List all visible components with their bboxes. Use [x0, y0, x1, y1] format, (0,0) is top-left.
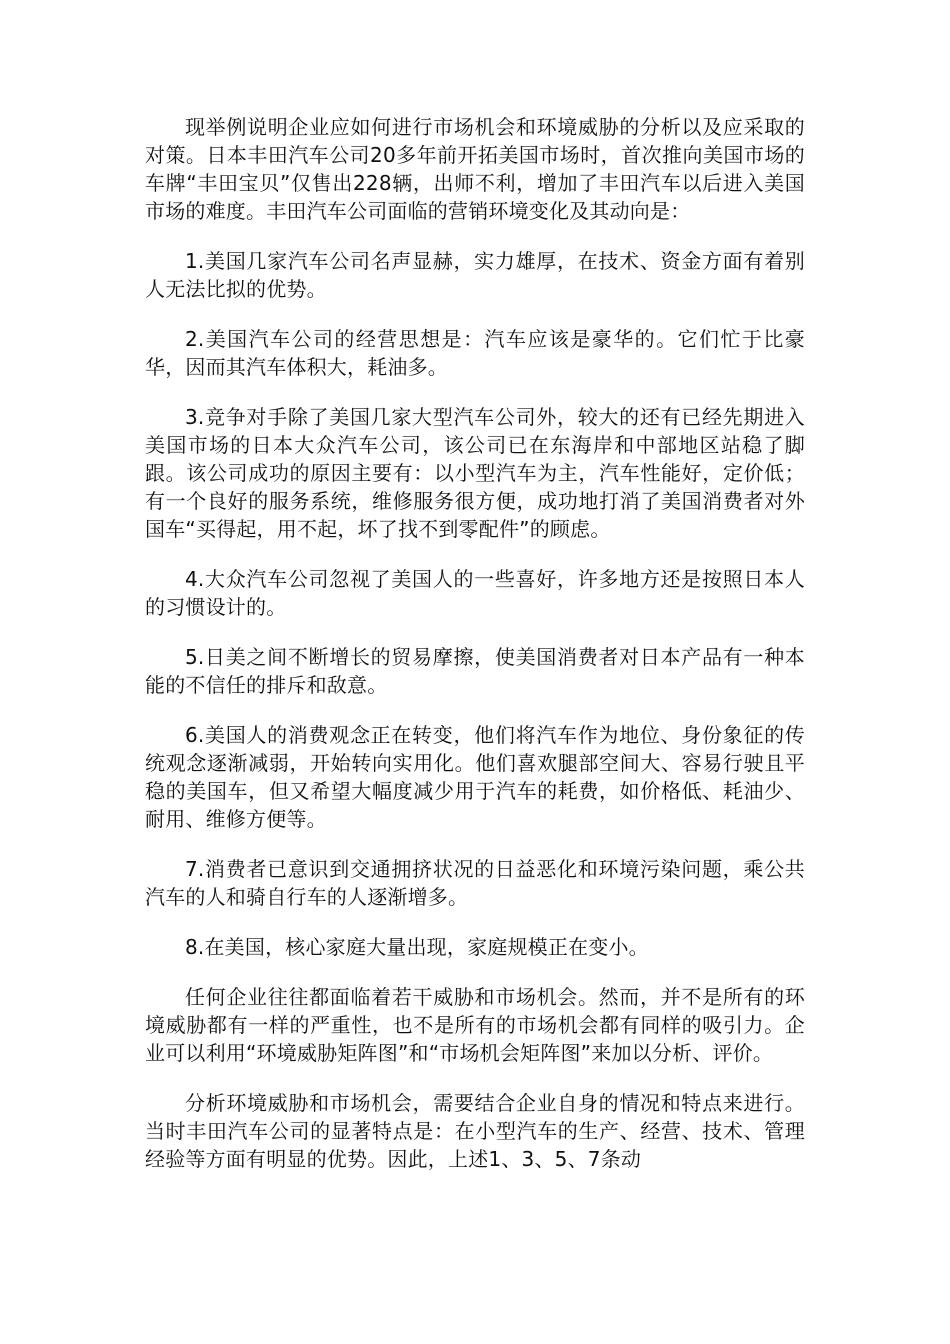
- paragraph-item-3: 3.竞争对手除了美国几家大型汽车公司外，较大的还有已经先期进入美国市场的日本大众汽车公司，该公司已在东海岸和中部地区站稳了脚跟。该公司成功的原因主要有：以小型汽车为主，汽车性能好，定价低；有一个良好的服务系统，维修服务很方便，成功地打消了美国消费者对外国车“买得起，用不起，坏了找不到零配件”的顾虑。: [145, 405, 805, 541]
- paragraph-item-7: 7.消费者已意识到交通拥挤状况的日益恶化和环境污染问题，乘公共汽车的人和骑自行车的人逐渐增多。: [145, 857, 805, 909]
- paragraph-item-1: 1.美国几家汽车公司名声显赫，实力雄厚，在技术、资金方面有着别人无法比拟的优势。: [145, 249, 805, 301]
- paragraph-intro: 现举例说明企业应如何进行市场机会和环境威胁的分析以及应采取的对策。日本丰田汽车公司20多年前开拓美国市场时，首次推向美国市场的车牌“丰田宝贝”仅售出228辆，出师不利，增加了丰田汽车以后进入美国市场的难度。丰田汽车公司面临的营销环境变化及其动向是：: [145, 115, 805, 223]
- paragraph-item-5: 5.日美之间不断增长的贸易摩擦，使美国消费者对日本产品有一种本能的不信任的排斥和敌意。: [145, 645, 805, 697]
- paragraph-analysis: 分析环境威胁和市场机会，需要结合企业自身的情况和特点来进行。当时丰田汽车公司的显著特点是：在小型汽车的生产、经营、技术、管理经验等方面有明显的优势。因此，上述1、3、5、7条动: [145, 1091, 805, 1171]
- paragraph-item-2: 2.美国汽车公司的经营思想是：汽车应该是豪华的。它们忙于比豪华，因而其汽车体积大，耗油多。: [145, 327, 805, 379]
- document-body: [145, 113, 805, 1195]
- paragraph-item-8: 8.在美国，核心家庭大量出现，家庭规模正在变小。: [185, 935, 649, 959]
- paragraph-item-4: 4.大众汽车公司忽视了美国人的一些喜好，许多地方还是按照日本人的习惯设计的。: [145, 567, 805, 619]
- paragraph-threats-opportunities: 任何企业往往都面临着若干威胁和市场机会。然而，并不是所有的环境威胁都有一样的严重性，也不是所有的市场机会都有同样的吸引力。企业可以利用“环境威胁矩阵图”和“市场机会矩阵图”来加以分析、评价。: [145, 985, 805, 1065]
- paragraph-item-6: 6.美国人的消费观念正在转变，他们将汽车作为地位、身份象征的传统观念逐渐减弱，开始转向实用化。他们喜欢腿部空间大、容易行驶且平稳的美国车，但又希望大幅度减少用于汽车的耗费，如价格低、耗油少、耐用、维修方便等。: [145, 723, 805, 831]
